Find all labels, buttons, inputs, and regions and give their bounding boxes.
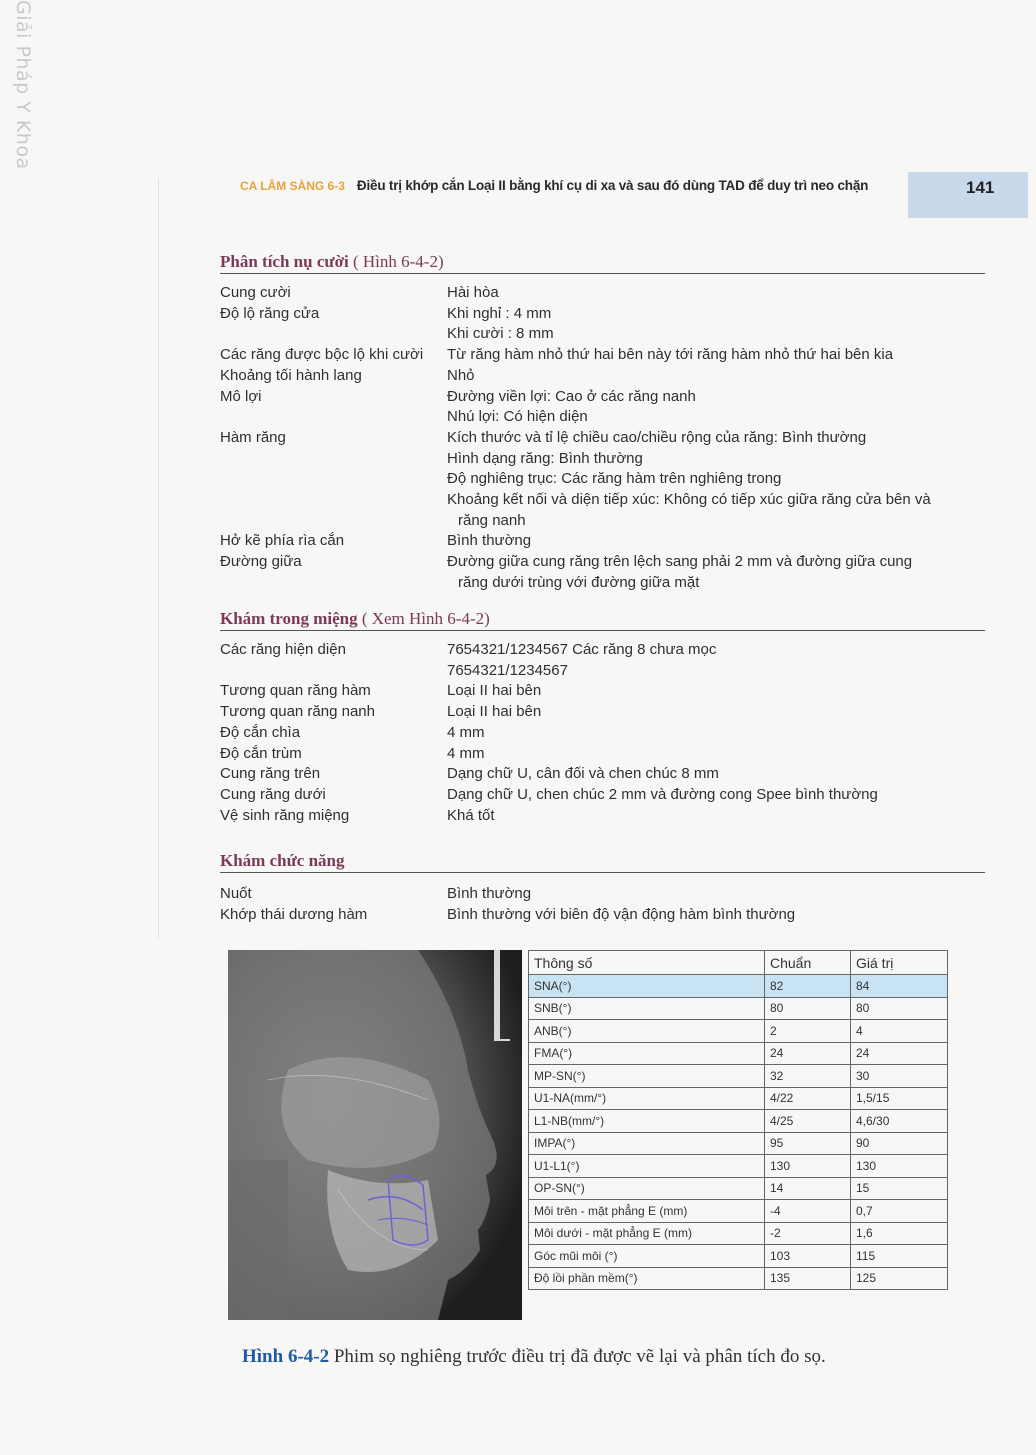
row-label: Độ lộ răng cửa xyxy=(220,304,320,322)
row-label: Khoảng tối hành lang xyxy=(220,366,362,384)
intraoral-row xyxy=(220,785,985,806)
row-value-line: Hình dạng răng: Bình thường xyxy=(447,449,643,467)
norm-cell: 135 xyxy=(765,1267,851,1290)
norm-cell: 14 xyxy=(765,1177,851,1200)
header-parameter: Thông số xyxy=(529,951,765,975)
parameter-cell: MP-SN(°) xyxy=(529,1065,765,1088)
row-value xyxy=(447,764,985,785)
row-label: Độ cắn chìa xyxy=(220,723,301,741)
row-value xyxy=(447,304,985,345)
table-row xyxy=(529,1132,948,1155)
row-label: Tương quan răng hàm xyxy=(220,682,371,700)
norm-cell: 4/22 xyxy=(765,1087,851,1110)
smile-section-title xyxy=(220,252,985,274)
row-value-line: răng nanh xyxy=(458,511,526,529)
cephalometric-table xyxy=(528,950,948,1290)
norm-cell: 32 xyxy=(765,1065,851,1088)
row-label: Cung cười xyxy=(220,284,291,301)
parameter-cell: OP-SN(°) xyxy=(529,1177,765,1200)
row-value xyxy=(447,744,985,765)
functional-rows xyxy=(220,884,985,925)
row-value-line: Bình thường xyxy=(447,885,532,902)
value-cell: 24 xyxy=(851,1042,948,1065)
row-value xyxy=(447,806,985,827)
intraoral-row xyxy=(220,764,985,785)
intraoral-row xyxy=(220,702,985,723)
row-label: Khớp thái dương hàm xyxy=(220,905,368,923)
value-cell: 4,6/30 xyxy=(851,1110,948,1133)
row-value xyxy=(447,905,985,926)
norm-cell: 103 xyxy=(765,1245,851,1268)
row-value xyxy=(447,387,985,428)
row-label: Cung răng trên xyxy=(220,765,321,783)
value-cell: 30 xyxy=(851,1065,948,1088)
row-label: Hàm răng xyxy=(220,428,286,446)
value-cell: 125 xyxy=(851,1267,948,1290)
row-value-line: 7654321/1234567 xyxy=(447,661,568,679)
norm-cell: 4/25 xyxy=(765,1110,851,1133)
parameter-cell: Góc mũi môi (°) xyxy=(529,1245,765,1268)
caption-text: Phim sọ nghiêng trước điều trị đã được vẽ lại và phân tích đo sọ. xyxy=(329,1346,826,1367)
intraoral-section-title xyxy=(220,609,985,631)
row-value-line: Từ răng hàm nhỏ thứ hai bên này tới răng hàm nhỏ thứ hai bên kia xyxy=(447,346,894,364)
row-value-line: răng dưới trùng với đường giữa mặt xyxy=(458,573,700,591)
row-value-line: Khá tốt xyxy=(447,806,495,824)
smile-row xyxy=(220,304,985,345)
row-label: Cung răng dưới xyxy=(220,785,326,803)
row-value-line: Độ nghiêng trục: Các răng hàm trên nghiêng trong xyxy=(447,470,782,488)
value-cell: 115 xyxy=(851,1245,948,1268)
norm-cell: 82 xyxy=(765,975,851,998)
parameter-cell: Môi dưới - mặt phẳng E (mm) xyxy=(529,1222,765,1245)
table-row xyxy=(529,1042,948,1065)
table-row xyxy=(529,1245,948,1268)
row-value-line: Kích thước và tỉ lệ chiều cao/chiều rộng của răng: Bình thường xyxy=(447,428,867,446)
parameter-cell: Độ lồi phần mềm(°) xyxy=(529,1267,765,1290)
row-value-line: Dạng chữ U, chen chúc 2 mm và đường cong Spee bình thường xyxy=(447,785,878,803)
value-cell: 0,7 xyxy=(851,1200,948,1223)
header-value: Giá trị xyxy=(851,951,948,975)
functional-section-title xyxy=(220,851,985,873)
row-value-line: Đường giữa cung răng trên lệch sang phải 2 mm và đường giữa cung xyxy=(447,553,913,571)
functional-title-text: Khám chức năng xyxy=(220,851,345,870)
table-row xyxy=(529,1065,948,1088)
row-label: Tương quan răng nanh xyxy=(220,703,375,721)
row-value xyxy=(447,702,985,723)
intraoral-row xyxy=(220,744,985,765)
value-cell: 1,5/15 xyxy=(851,1087,948,1110)
table-row xyxy=(529,1200,948,1223)
intraoral-row xyxy=(220,640,985,681)
row-value xyxy=(447,345,985,366)
value-cell: 90 xyxy=(851,1132,948,1155)
row-value-line: 7654321/1234567 Các răng 8 chưa mọc xyxy=(447,641,717,658)
row-label: Vệ sinh răng miệng xyxy=(220,806,350,824)
norm-cell: 130 xyxy=(765,1155,851,1178)
intraoral-title-text: Khám trong miệng xyxy=(220,609,358,628)
table-row xyxy=(529,1222,948,1245)
intraoral-row xyxy=(220,723,985,744)
functional-row xyxy=(220,884,985,905)
norm-cell: 80 xyxy=(765,997,851,1020)
smile-row xyxy=(220,428,985,532)
row-value-line: Khoảng kết nối và diện tiếp xúc: Không có tiếp xúc giữa răng cửa bên và xyxy=(447,491,931,509)
value-cell: 15 xyxy=(851,1177,948,1200)
smile-row xyxy=(220,387,985,428)
row-value-line: Hài hòa xyxy=(447,284,499,301)
row-label: Hở kẽ phía rìa cắn xyxy=(220,532,345,550)
row-label: Các răng hiện diện xyxy=(220,641,346,658)
table-row xyxy=(529,975,948,998)
page-number: 141 xyxy=(908,172,1028,218)
row-value-line: Loại II hai bên xyxy=(447,682,542,700)
case-label: CA LÂM SÀNG 6-3 xyxy=(240,179,345,193)
value-cell: 80 xyxy=(851,997,948,1020)
row-value-line: Khi cười : 8 mm xyxy=(447,325,554,343)
table-row xyxy=(529,1155,948,1178)
row-value-line: Đường viền lợi: Cao ở các răng nanh xyxy=(447,387,696,405)
row-label: Đường giữa xyxy=(220,553,302,571)
running-header xyxy=(240,178,908,198)
row-value xyxy=(447,552,985,593)
table-row xyxy=(529,1110,948,1133)
caption-label: Hình 6-4-2 xyxy=(242,1346,330,1367)
row-value xyxy=(447,428,985,532)
row-value xyxy=(447,681,985,702)
row-value xyxy=(447,640,985,681)
row-label: Độ cắn trùm xyxy=(220,744,302,762)
watermark: Giải Pháp Y Khoa xyxy=(12,0,34,170)
row-value xyxy=(447,723,985,744)
smile-row xyxy=(220,552,985,593)
row-value xyxy=(447,884,985,905)
intraoral-title-ref: ( Xem Hình 6-4-2) xyxy=(361,609,490,628)
table-header-row xyxy=(529,951,948,975)
cephalometric-xray-image xyxy=(228,950,522,1320)
parameter-cell: U1-L1(°) xyxy=(529,1155,765,1178)
table-row xyxy=(529,1267,948,1290)
row-value xyxy=(447,531,985,552)
smile-title-text: Phân tích nụ cười xyxy=(220,252,349,271)
row-value-line: Bình thường với biên độ vận động hàm bình thường xyxy=(447,905,796,923)
parameter-cell: SNA(°) xyxy=(529,975,765,998)
parameter-cell: Môi trên - mặt phẳng E (mm) xyxy=(529,1200,765,1223)
parameter-cell: L1-NB(mm/°) xyxy=(529,1110,765,1133)
table-row xyxy=(529,1177,948,1200)
row-value xyxy=(447,785,985,806)
header-title: Điều trị khớp cắn Loại II bằng khí cụ di xa và sau đó dùng TAD để duy trì neo chặn xyxy=(356,178,869,193)
row-value-line: Nhú lợi: Có hiện diện xyxy=(447,408,588,426)
value-cell: 84 xyxy=(851,975,948,998)
row-label: Các răng được bộc lộ khi cười xyxy=(220,346,424,364)
xray-drawing xyxy=(228,950,522,1320)
table-row xyxy=(529,1020,948,1043)
value-cell: 4 xyxy=(851,1020,948,1043)
smile-title-ref: ( Hình 6-4-2) xyxy=(352,252,444,271)
row-value-line: Nhỏ xyxy=(447,366,475,384)
smile-rows xyxy=(220,283,985,594)
intraoral-row xyxy=(220,806,985,827)
parameter-cell: ANB(°) xyxy=(529,1020,765,1043)
norm-cell: 2 xyxy=(765,1020,851,1043)
row-value-line: Bình thường xyxy=(447,532,532,550)
parameter-cell: FMA(°) xyxy=(529,1042,765,1065)
parameter-cell: U1-NA(mm/°) xyxy=(529,1087,765,1110)
parameter-cell: SNB(°) xyxy=(529,997,765,1020)
intraoral-rows xyxy=(220,640,985,826)
table-row xyxy=(529,1087,948,1110)
smile-row xyxy=(220,531,985,552)
intraoral-row xyxy=(220,681,985,702)
gutter-rule xyxy=(158,178,159,938)
row-value-line: Dạng chữ U, cân đối và chen chúc 8 mm xyxy=(447,765,719,783)
row-value-line: 4 mm xyxy=(447,723,485,741)
row-label: Nuốt xyxy=(220,885,252,902)
value-cell: 130 xyxy=(851,1155,948,1178)
figure-caption xyxy=(242,1346,826,1368)
parameter-cell: IMPA(°) xyxy=(529,1132,765,1155)
functional-row xyxy=(220,905,985,926)
smile-row xyxy=(220,283,985,304)
header-norm: Chuẩn xyxy=(765,951,851,975)
row-value xyxy=(447,283,985,304)
row-value xyxy=(447,366,985,387)
row-value-line: 4 mm xyxy=(447,744,485,762)
smile-row xyxy=(220,366,985,387)
row-value-line: Loại II hai bên xyxy=(447,703,542,721)
norm-cell: -2 xyxy=(765,1222,851,1245)
norm-cell: 24 xyxy=(765,1042,851,1065)
smile-row xyxy=(220,345,985,366)
norm-cell: -4 xyxy=(765,1200,851,1223)
norm-cell: 95 xyxy=(765,1132,851,1155)
row-label: Mô lợi xyxy=(220,387,262,405)
value-cell: 1,6 xyxy=(851,1222,948,1245)
cephalometric-table-body xyxy=(529,975,948,1290)
row-value-line: Khi nghỉ : 4 mm xyxy=(447,304,552,322)
table-row xyxy=(529,997,948,1020)
